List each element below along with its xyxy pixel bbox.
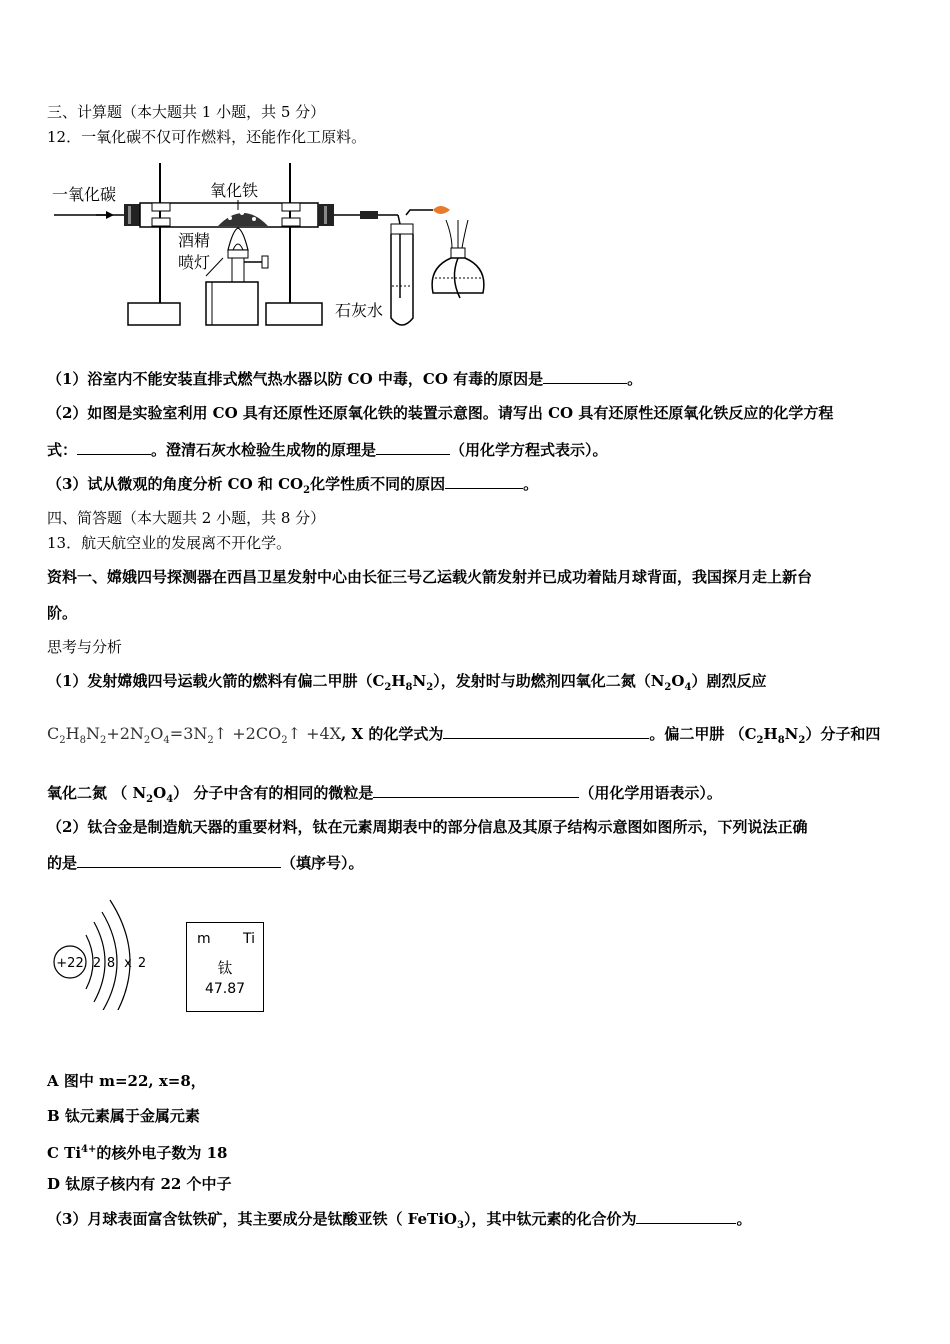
section4-heading: 四、简答题（本大题共 2 小题，共 8 分）: [47, 509, 326, 527]
atomic-number-m: m: [197, 931, 211, 947]
option-a: A 图中 m=22, x=8，: [47, 1072, 206, 1090]
co-label: 一氧化碳: [52, 185, 117, 204]
shell-4-electrons: 2: [137, 956, 147, 971]
co-reduction-apparatus-figure: [48, 158, 488, 333]
think-analysis: 思考与分析: [47, 638, 123, 656]
q13-part3: （3）月球表面富含钛铁矿，其主要成分是钛酸亚铁（ FeTiO$_3$），其中钛元素的化合价为 。: [47, 1210, 752, 1231]
answer-blank[interactable]: [445, 474, 523, 489]
fe2o3-label: 氧化铁: [210, 181, 259, 200]
answer-blank[interactable]: [77, 440, 151, 455]
q13-part2-line1: （2）钛合金是制造航天器的重要材料，钛在元素周期表中的部分信息及其原子结构示意图如图所示，下列说法正确: [47, 818, 808, 836]
atomic-mass: 47.87: [204, 981, 246, 997]
answer-blank[interactable]: [543, 369, 627, 384]
reaction-equation: $C_2H_8N_2+2N_2O_4=3N_2↑$ $+2CO_2↑ +4X$: [47, 724, 342, 747]
option-d: D 钛原子核内有 22 个中子: [47, 1175, 232, 1193]
nucleus-charge: +22: [56, 956, 84, 971]
answer-blank[interactable]: [443, 724, 649, 739]
q12-stem: 12．一氧化碳不仅可作燃料，还能作化工原料。: [47, 128, 367, 146]
q13-part1: （1）发射嫦娥四号运载火箭的燃料有偏二甲肼$(C_2H_8N_2)$，发射时与助燃剂四氧化二氮$(N_2O_4)$剧烈反应: [47, 672, 767, 693]
periodic-table-cell-ti: [186, 922, 264, 1012]
q13-stem: 13．航天航空业的发展离不开化学。: [47, 534, 292, 552]
answer-blank[interactable]: [376, 440, 450, 455]
q13-part2-line2: 的是 （填序号）。: [47, 854, 364, 872]
limewater-label: 石灰水: [335, 301, 384, 320]
element-name: 钛: [217, 959, 233, 977]
material-line1: 资料一、嫦娥四号探测器在西昌卫星发射中心由长征三号乙运载火箭发射并已成功着陆月球背面，我国探月走上新台: [47, 568, 813, 586]
element-symbol: Ti: [242, 931, 255, 947]
q13-equation-line: $C_2H_8N_2+2N_2O_4=3N_2↑$ $+2CO_2↑ +4X$, X 的化学式为 。偏二甲肼 $(C_2H_8N_2)$分子和四: [47, 724, 881, 747]
material-line2: 阶。: [47, 604, 78, 622]
q13-n2o4-line: 氧化二氮 （ $N_2O_4$） 分子中含有的相同的微粒是 （用化学用语表示）。: [47, 784, 722, 805]
answer-blank[interactable]: [636, 1209, 736, 1224]
q12-part3: （3）试从微观的角度分析 CO 和 $CO_2$化学性质不同的原因 。: [47, 475, 539, 496]
option-c: C $Ti^{4+}$的核外电子数为 18: [47, 1144, 228, 1162]
shell-3-electrons: x: [124, 956, 132, 971]
shell-2-electrons: 8: [106, 956, 116, 971]
lamp-label-2: 喷灯: [178, 253, 211, 272]
answer-blank[interactable]: [77, 853, 281, 868]
section3-heading: 三、计算题（本大题共 1 小题，共 5 分）: [47, 103, 326, 121]
lamp-label-1: 酒精: [178, 231, 211, 250]
answer-blank[interactable]: [373, 783, 579, 798]
shell-1-electrons: 2: [92, 956, 102, 971]
titanium-atom-structure-diagram: [48, 890, 168, 1010]
q12-part1: （1）浴室内不能安装直排式燃气热水器以防 CO 中毒，CO 有毒的原因是 。: [47, 370, 643, 388]
option-b: B 钛元素属于金属元素: [47, 1107, 200, 1125]
q12-part2-line2: 式： 。澄清石灰水检验生成物的原理是 （用化学方程式表示）。: [47, 441, 608, 459]
q12-part2-line1: （2）如图是实验室利用 CO 具有还原性还原氧化铁的装置示意图。请写出 CO 具有还原性还原氧化铁反应的化学方程: [47, 404, 834, 422]
